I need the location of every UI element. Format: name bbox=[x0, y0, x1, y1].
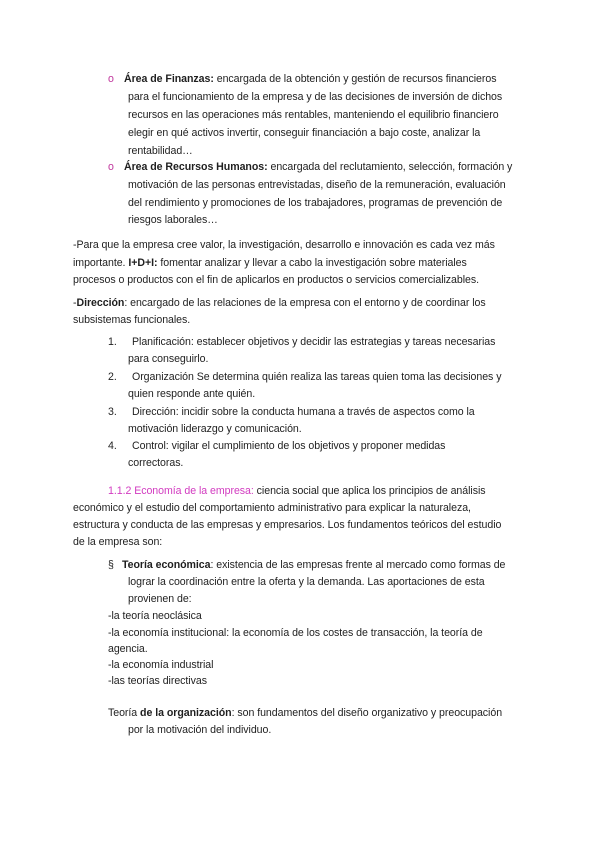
step-2-line-1: Organización Se determina quién realiza las tareas quien toma las decisiones y bbox=[132, 371, 502, 383]
organizacion-line-2: por la motivación del individuo. bbox=[128, 724, 272, 736]
teoria-economica-line-2: lograr la coordinación entre la oferta y la demanda. Las aportaciones de esta bbox=[128, 576, 485, 588]
step-number: 1. bbox=[108, 336, 117, 348]
area-finanzas-line-5: rentabilidad… bbox=[128, 145, 193, 157]
economia-line-4: de la empresa son: bbox=[73, 536, 163, 548]
economia-line-1: 1.1.2 Economía de la empresa: ciencia social que aplica los principios de análisis bbox=[108, 485, 486, 497]
area-finanzas-line-3: recursos en las operaciones más rentables, manteniendo el equilibrio financiero bbox=[128, 109, 499, 121]
teoria-item: -la economía industrial bbox=[108, 659, 214, 671]
direccion-line-2: subsistemas funcionales. bbox=[73, 314, 191, 326]
step-3-line-1: Dirección: incidir sobre la conducta humana a través de aspectos como la bbox=[132, 406, 475, 418]
area-finanzas-line-1: Área de Finanzas: encargada de la obtención y gestión de recursos financieros bbox=[124, 73, 497, 85]
teoria-item: -la economía institucional: la economía de los costes de transacción, la teoría de bbox=[108, 627, 483, 639]
area-rrhh-line-4: riesgos laborales… bbox=[128, 214, 218, 226]
section-bullet: § bbox=[108, 559, 114, 571]
teoria-economica-line-1: Teoría económica: existencia de las empresas frente al mercado como formas de bbox=[122, 559, 506, 571]
step-number: 3. bbox=[108, 406, 117, 418]
step-1-line-1: Planificación: establecer objetivos y decidir las estrategias y tareas necesarias bbox=[132, 336, 496, 348]
bullet-marker: o bbox=[108, 161, 114, 173]
step-4-line-1: Control: vigilar el cumplimiento de los objetivos y proponer medidas bbox=[132, 440, 446, 452]
idi-line-3: procesos o productos con el fin de aplicarlos en productos o servicios comercializables. bbox=[73, 274, 480, 286]
area-finanzas-line-4: elegir en qué activos invertir, conseguir financiación a bajo coste, analizar la bbox=[128, 127, 481, 139]
economia-line-3: estructura y conducta de las empresas y empresarios. Los fundamentos teóricos del estudio bbox=[73, 519, 502, 531]
area-finanzas-line-2: para el funcionamiento de la empresa y de las decisiones de inversión de dichos bbox=[128, 91, 503, 103]
area-finanzas-title: Área de Finanzas: bbox=[124, 73, 214, 85]
area-rrhh-line-3: del rendimiento y promociones de los trabajadores, programas de prevención de bbox=[128, 197, 503, 209]
organizacion-line-1: Teoría de la organización: son fundamentos del diseño organizativo y preocupación bbox=[108, 707, 503, 719]
step-4-line-2: correctoras. bbox=[128, 457, 184, 469]
area-rrhh-title: Área de Recursos Humanos: bbox=[124, 161, 268, 173]
economia-line-2: económico y el estudio del comportamiento administrativo para explicar la naturaleza, bbox=[73, 502, 471, 514]
teoria-item: -la teoría neoclásica bbox=[108, 610, 202, 622]
section-heading: 1.1.2 Economía de la empresa: bbox=[108, 485, 254, 497]
area-rrhh-line-1: Área de Recursos Humanos: encargada del reclutamiento, selección, formación y bbox=[124, 161, 513, 173]
teoria-item: -las teorías directivas bbox=[108, 675, 207, 687]
step-1-line-2: para conseguirlo. bbox=[128, 353, 209, 365]
teoria-item: agencia. bbox=[108, 643, 148, 655]
step-number: 2. bbox=[108, 371, 117, 383]
idi-line-1: -Para que la empresa cree valor, la investigación, desarrollo e innovación es cada vez más bbox=[73, 239, 495, 251]
step-number: 4. bbox=[108, 440, 117, 452]
idi-line-2: importante. I+D+I: fomentar analizar y llevar a cabo la investigación sobre materiales bbox=[73, 257, 467, 269]
bullet-marker: o bbox=[108, 73, 114, 85]
step-2-line-2: quien responde ante quién. bbox=[128, 388, 256, 400]
teoria-economica-line-3: provienen de: bbox=[128, 593, 192, 605]
step-3-line-2: motivación liderazgo y comunicación. bbox=[128, 423, 302, 435]
direccion-line-1: -Dirección: encargado de las relaciones de la empresa con el entorno y de coordinar los bbox=[73, 297, 486, 309]
area-rrhh-line-2: motivación de las personas entrevistadas, diseño de la remuneración, evaluación bbox=[128, 179, 506, 191]
